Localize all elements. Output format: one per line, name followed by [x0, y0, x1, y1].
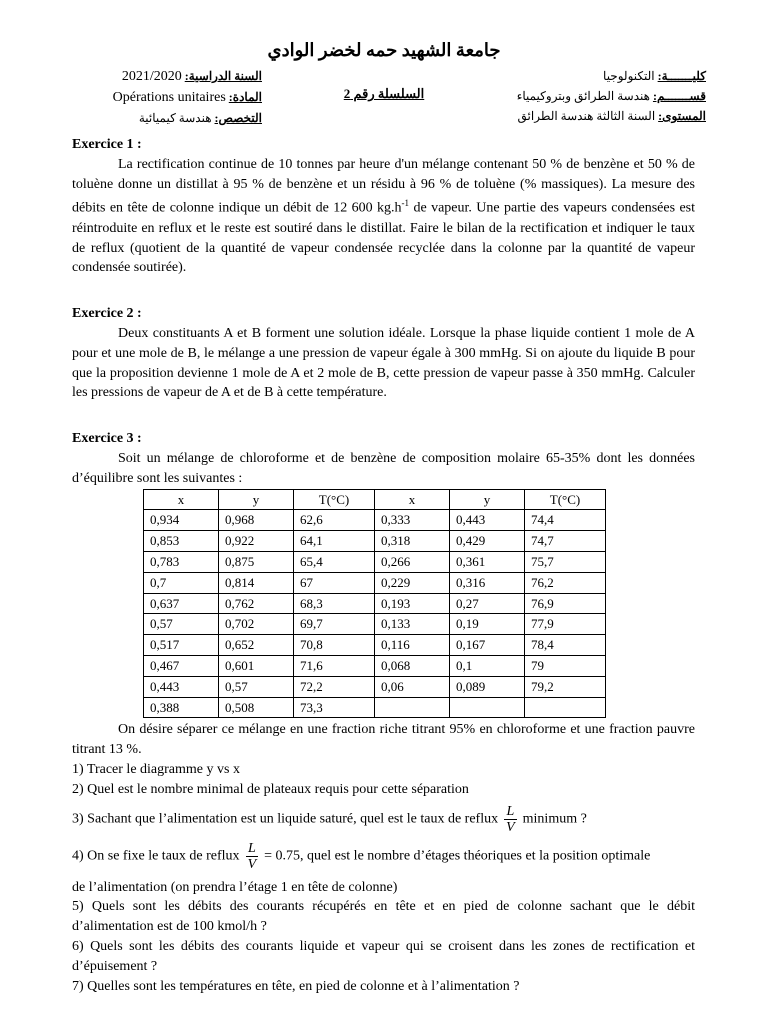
- exercises-content: [72, 135, 695, 996]
- table-header-row: [144, 489, 606, 510]
- table-row: [144, 593, 606, 614]
- table-cell: 0,467: [144, 655, 219, 676]
- exercise-1-text: [72, 155, 695, 278]
- table-row: [144, 531, 606, 552]
- equilibrium-table: [143, 489, 606, 719]
- table-cell: 0,068: [375, 655, 450, 676]
- fraction-numerator: L: [246, 841, 259, 857]
- year-label: السنة الدراسية:: [184, 69, 262, 83]
- table-cell: 72,2: [294, 676, 375, 697]
- exercise-2-text: Deux constituants A et B forment une solution idéale. Lorsque la phase liquide contient 1 mole de A pour et une mole de B, le mélange a une pression de vapeur égale à 300 mmHg. Si on ajoute du liquide B pour que la proposition devienne 1 mole de A et 2 mole de B, cette pression de vapeur passe à 350 mmHg. Calculer les pressions de vapeur de A et de B à cette température.: [72, 326, 695, 401]
- exercise-3-objective: On désire séparer ce mélange en une fraction riche titrant 95% en chloroforme et une fraction pauvre titrant 13 %.: [72, 722, 695, 758]
- table-row: [144, 655, 606, 676]
- table-cell: 0,652: [219, 635, 294, 656]
- table-cell: 69,7: [294, 614, 375, 635]
- table-cell: [525, 697, 606, 718]
- table-cell: 0,361: [450, 552, 525, 573]
- table-cell: 0,429: [450, 531, 525, 552]
- table-cell: 0,934: [144, 510, 219, 531]
- table-cell: 0,601: [219, 655, 294, 676]
- university-title: جامعة الشهيد حمه لخضر الوادي: [267, 40, 501, 60]
- table-row: [144, 572, 606, 593]
- table-cell: 79: [525, 655, 606, 676]
- question-1: 1) Tracer le diagramme y vs x: [72, 761, 240, 777]
- table-cell: 74,4: [525, 510, 606, 531]
- table-cell: 0,762: [219, 593, 294, 614]
- table-cell: 0,853: [144, 531, 219, 552]
- table-cell: 0,702: [219, 614, 294, 635]
- question-4: [72, 841, 695, 872]
- faculty-value: التكنولوجيا: [603, 69, 655, 83]
- table-cell: 0,318: [375, 531, 450, 552]
- table-cell: 0,814: [219, 572, 294, 593]
- exercise-3-title: Exercice 3 :: [72, 431, 142, 447]
- table-row: [144, 697, 606, 718]
- fraction-denominator: V: [247, 856, 257, 872]
- table-cell: 0,089: [450, 676, 525, 697]
- question-3-part-a: 3) Sachant que l’alimentation est un liquide saturé, quel est le taux de reflux: [72, 811, 499, 827]
- table-cell: 0,266: [375, 552, 450, 573]
- table-cell: 0,19: [450, 614, 525, 635]
- table-cell: 68,3: [294, 593, 375, 614]
- table-cell: 0,443: [144, 676, 219, 697]
- table-cell: 0,875: [219, 552, 294, 573]
- table-cell: 0,193: [375, 593, 450, 614]
- table-row: [144, 614, 606, 635]
- question-6: 6) Quels sont les débits des courants liquide et vapeur qui se croisent dans les zones de rectification et d’épuisement ?: [72, 938, 695, 974]
- spacer: [72, 403, 695, 429]
- question-3: [72, 804, 695, 835]
- table-cell: 0,133: [375, 614, 450, 635]
- table-cell: 0,517: [144, 635, 219, 656]
- fraction-numerator: L: [504, 804, 517, 820]
- table-cell: 67: [294, 572, 375, 593]
- table-cell: 0,229: [375, 572, 450, 593]
- question-5: 5) Quels sont les débits des courants récupérés en tête et en pied de colonne sachant que le débit d’alimentation est de 100 kmol/h ?: [72, 899, 695, 935]
- subject-label: المادة:: [228, 90, 262, 104]
- table-cell: [375, 697, 450, 718]
- department-line: [517, 86, 706, 106]
- level-value: السنة الثالثة هندسة الطرائق: [517, 109, 656, 123]
- table-cell: 0,388: [144, 697, 219, 718]
- table-header-cell: T(°C): [294, 489, 375, 510]
- table-cell: 0,57: [219, 676, 294, 697]
- faculty-line: [517, 66, 706, 86]
- specialty-line: [62, 108, 262, 128]
- table-cell: 0,1: [450, 655, 525, 676]
- table-cell: 73,3: [294, 697, 375, 718]
- question-7: 7) Quelles sont les températures en tête, en pied de colonne et à l’alimentation ?: [72, 978, 520, 994]
- table-cell: 0,7: [144, 572, 219, 593]
- table-cell: 0,167: [450, 635, 525, 656]
- table-cell: 0,316: [450, 572, 525, 593]
- department-value: هندسة الطرائق وبتروكيمياء: [516, 89, 650, 103]
- exercise-1-text-part-b: de vapeur. Une partie des vapeurs condensées est réintroduite en reflux et le reste est soutiré dans le distillat. Faire le bilan de la rectification et indiquer le taux de reflux (quotient de la quantité de vapeur condensée recyclée dans la colonne par la quantité de vapeur condensée soutirée).: [72, 201, 696, 276]
- table-row: [144, 510, 606, 531]
- table-cell: 70,8: [294, 635, 375, 656]
- table-header-cell: x: [375, 489, 450, 510]
- table-cell: 76,9: [525, 593, 606, 614]
- subject-value: Opérations unitaires: [112, 90, 226, 105]
- question-2: 2) Quel est le nombre minimal de plateaux requis pour cette séparation: [72, 781, 469, 797]
- specialty-label: التخصص:: [214, 111, 262, 125]
- reflux-fraction: [504, 804, 517, 835]
- table-cell: 0,508: [219, 697, 294, 718]
- table-row: [144, 552, 606, 573]
- table-cell: 0,06: [375, 676, 450, 697]
- table-cell: 0,27: [450, 593, 525, 614]
- table-cell: 0,637: [144, 593, 219, 614]
- spacer: [72, 278, 695, 304]
- level-line: [517, 106, 706, 126]
- specialty-value: هندسة كيميائية: [138, 111, 212, 125]
- table-row: [144, 676, 606, 697]
- exercise-3-intro: Soit un mélange de chloroforme et de benzène de composition molaire 65-35% dont les données d’équilibre sont les suivantes :: [72, 451, 695, 486]
- table-header-cell: T(°C): [525, 489, 606, 510]
- faculty-label: كليـــــــة:: [657, 69, 706, 83]
- table-cell: [450, 697, 525, 718]
- year-line: [62, 66, 262, 87]
- level-label: المستوى:: [658, 109, 706, 123]
- exercise-1-text-part-a: La rectification continue de 10 tonnes par heure d'un mélange contenant 50 % de benzène et 50 % de toluène donne un distillat à 95 % de benzène et un résidu à 96 % de toluène (% massiques). La mesure des débits en tête de colonne indique un débit de 12 600 kg.h: [72, 156, 695, 217]
- exercise-1-superscript: -1: [401, 198, 410, 209]
- table-cell: 71,6: [294, 655, 375, 676]
- table-cell: 64,1: [294, 531, 375, 552]
- reflux-fraction: [246, 841, 259, 872]
- table-cell: 0,443: [450, 510, 525, 531]
- table-header-cell: x: [144, 489, 219, 510]
- table-cell: 0,968: [219, 510, 294, 531]
- table-cell: 76,2: [525, 572, 606, 593]
- table-row: [144, 635, 606, 656]
- year-value: 2021/2020: [121, 69, 182, 84]
- header-left-block: [62, 66, 262, 128]
- series-number: السلسلة رقم 2: [343, 86, 425, 101]
- table-cell: 65,4: [294, 552, 375, 573]
- exercise-1-title: Exercice 1 :: [72, 137, 142, 152]
- table-cell: 0,333: [375, 510, 450, 531]
- table-header-cell: y: [450, 489, 525, 510]
- question-4-continued: de l’alimentation (on prendra l’étage 1 en tête de colonne): [72, 879, 398, 895]
- table-cell: 0,57: [144, 614, 219, 635]
- question-4-part-b: = 0.75, quel est le nombre d’étages théoriques et la position optimale: [264, 848, 651, 864]
- table-cell: 62,6: [294, 510, 375, 531]
- exercise-2-title: Exercice 2 :: [72, 306, 142, 322]
- header-right-block: [517, 66, 706, 126]
- table-cell: 0,783: [144, 552, 219, 573]
- fraction-denominator: V: [506, 819, 515, 835]
- table-cell: 78,4: [525, 635, 606, 656]
- table-header-cell: y: [219, 489, 294, 510]
- table-cell: 79,2: [525, 676, 606, 697]
- table-body: [144, 510, 606, 718]
- question-4-part-a: 4) On se fixe le taux de reflux: [72, 848, 240, 864]
- subject-line: [62, 87, 262, 108]
- table-cell: 0,116: [375, 635, 450, 656]
- table-cell: 75,7: [525, 552, 606, 573]
- table-cell: 77,9: [525, 614, 606, 635]
- department-label: قســـــــم:: [652, 89, 706, 103]
- table-cell: 0,922: [219, 531, 294, 552]
- table-cell: 74,7: [525, 531, 606, 552]
- question-3-part-b: minimum ?: [522, 811, 587, 827]
